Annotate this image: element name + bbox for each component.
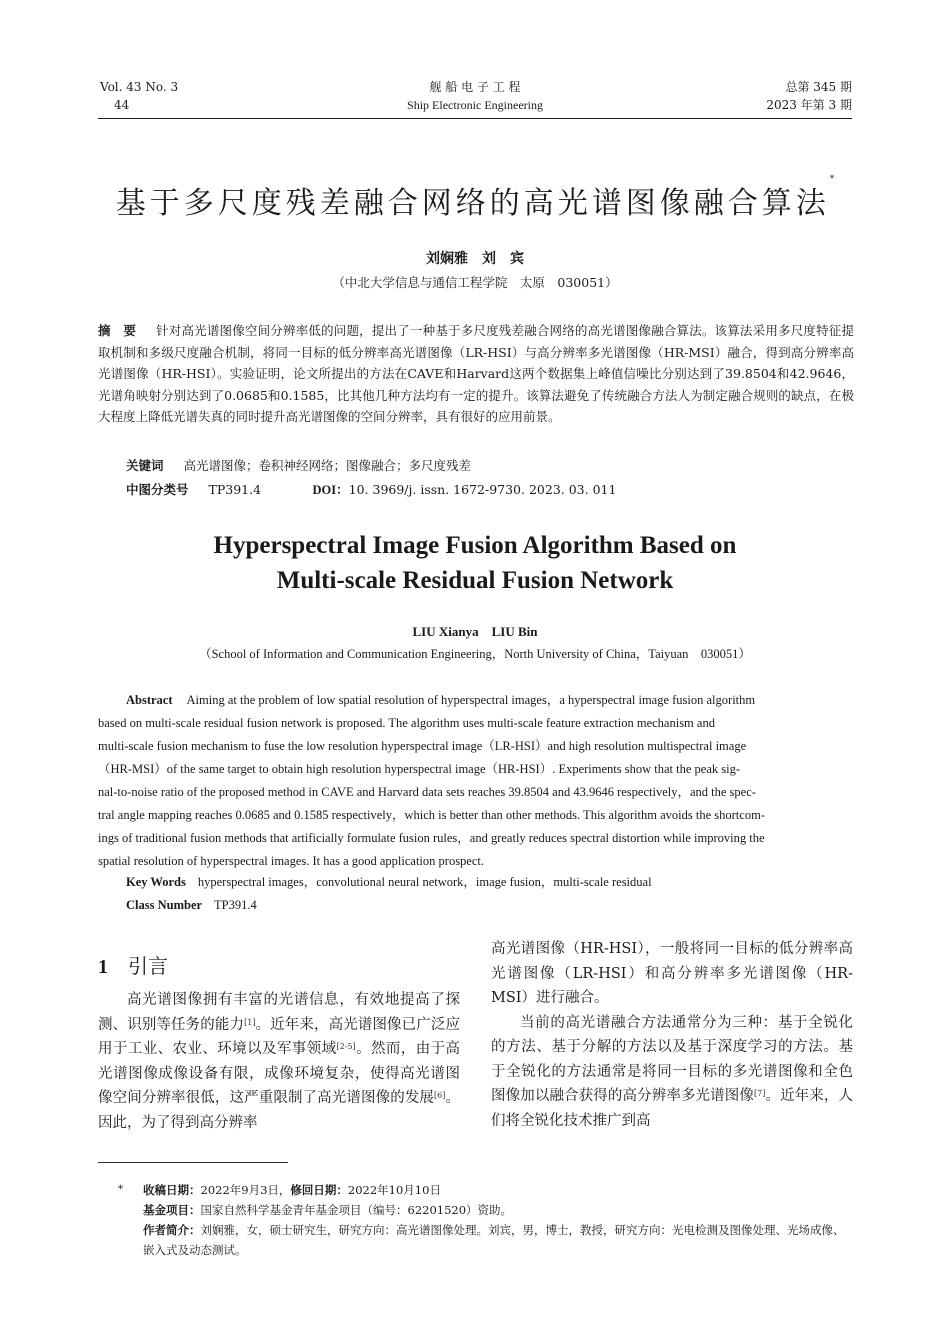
- citation[interactable]: [2-5]: [336, 1042, 356, 1051]
- classification-cn: [126, 480, 616, 500]
- journal-name-cn: 舰 船 电 子 工 程: [429, 80, 521, 94]
- abstract-en-line: based on multi-scale residual fusion network is proposed. The algorithm uses multi-scale feature extraction mechanism and: [98, 716, 715, 730]
- total-issue: 总第 345 期: [785, 80, 852, 94]
- citation[interactable]: [1]: [244, 1017, 256, 1027]
- issue-number: 2023 年第 3 期: [766, 98, 852, 112]
- header-rule: [98, 118, 852, 119]
- body-left-column: [98, 988, 460, 1135]
- abstract-en-label: Abstract: [126, 693, 173, 707]
- citation[interactable]: [6]: [434, 1091, 446, 1100]
- footnote-fund: 基金项目：国家自然科学基金青年基金项目（编号：62201520）资助。: [143, 1203, 513, 1217]
- abstract-cn-label: 摘 要: [98, 323, 137, 338]
- abstract-en-line: tral angle mapping reaches 0.0685 and 0.1585 respectively，which is better than other methods. This algorithm avoids the shortcom-: [98, 808, 765, 822]
- abstract-en-line: multi-scale fusion mechanism to fuse the low resolution hyperspectral image（LR-HSI）and high resolution multispectral image: [98, 739, 747, 753]
- classification-en: [126, 895, 257, 915]
- affiliation-cn: （中北大学信息与通信工程学院 太原 030051）: [332, 275, 618, 290]
- paragraph: 高光谱图像（HR-HSI），一般将同一目标的低分辨率高光谱图像（LR-HSI）和高分辨率多光谱图像（HR-MSI）进行融合。: [491, 941, 853, 1006]
- keywords-en-label: Key Words: [126, 875, 186, 889]
- abstract-en-line: （HR-MSI）of the same target to obtain high resolution hyperspectral image（HR-HSI）. Experiments show that the peak sig-: [98, 762, 741, 776]
- footnote-dates: 收稿日期：2022年9月3日，修回日期：2022年10月10日: [143, 1183, 441, 1197]
- footnote-author: 作者简介：刘娴雅，女，硕士研究生，研究方向：高光谱图像处理。刘宾，男，博士，教授，研究方向：光电检测及图像处理、光场成像、嵌入式及动态测试。: [143, 1223, 845, 1257]
- abstract-en-line: Abstract Aiming at the problem of low spatial resolution of hyperspectral images，a hyperspectral image fusion algorithm: [126, 693, 756, 707]
- paragraph: 高光谱图像拥有丰富的光谱信息，有效地提高了探测、识别等任务的能力[1]。近年来，高光谱图像已广泛应用于工业、农业、环境以及军事领域[2-5]。然而，由于高光谱图像成像设备有限，成像环境复杂，使得高光谱图像空间分辨率很低，这严重限制了高光谱图像的发展[6]。因此，为了得到高分辨率: [98, 992, 461, 1131]
- title-footnote-mark: *: [829, 174, 835, 184]
- section-title: 引言: [128, 954, 168, 978]
- class-en-value: TP391.4: [214, 898, 257, 912]
- keywords-en: [126, 872, 652, 892]
- authors-en: LIU Xianya LIU Bin: [412, 624, 538, 639]
- section-heading: [98, 950, 168, 979]
- paragraph: 当前的高光谱融合方法通常分为三种：基于全锐化的方法、基于分解的方法以及基于深度学习的方法。基于全锐化的方法通常是将同一目标的多光谱图像和全色图像加以融合获得的高分辨率多光谱图像[7]。近年来，人们将全锐化技术推广到高: [491, 1014, 854, 1129]
- authors-cn: 刘娴雅 刘 宾: [426, 251, 524, 267]
- footnote-mark: *: [118, 1184, 123, 1195]
- keywords-en-text: hyperspectral images，convolutional neural network，image fusion，multi-scale residual: [197, 875, 652, 889]
- doi-value: 10. 3969/j. issn. 1672-9730. 2023. 03. 011: [348, 482, 617, 497]
- journal-name-en: Ship Electronic Engineering: [407, 98, 543, 112]
- header-right: [766, 78, 852, 114]
- volume-info: Vol. 43 No. 3: [100, 80, 179, 94]
- class-cn-label: 中图分类号: [126, 482, 189, 497]
- class-cn-value: TP391.4: [208, 482, 262, 497]
- body-right-column: [491, 937, 853, 1133]
- abstract-en: [98, 689, 854, 873]
- title-en-line-2: Multi-scale Residual Fusion Network: [276, 567, 674, 594]
- page-number: 44: [114, 98, 130, 112]
- keywords-cn-label: 关键词: [126, 458, 164, 473]
- footnote-rule: [98, 1162, 288, 1163]
- abstract-en-line: ings of traditional fusion methods that artificially formulate fusion rules，and greatly reduces spectral distortion while improving the: [98, 831, 765, 845]
- abstract-cn: [98, 320, 854, 428]
- class-en-label: Class Number: [126, 898, 203, 912]
- affiliation-en: （School of Information and Communication Engineering，North University of China，Taiyuan 030051）: [199, 647, 751, 661]
- title-en-line-1: Hyperspectral Image Fusion Algorithm Based on: [213, 532, 737, 559]
- abstract-cn-text: 针对高光谱图像空间分辨率低的问题，提出了一种基于多尺度残差融合网络的高光谱图像融合算法。该算法采用多尺度特征提取机制和多级尺度融合机制，将同一目标的低分辨率高光谱图像（LR-HSI）与高分辨率多光谱图像（HR-MSI）融合，得到高分辨率高光谱图像（HR-HSI）。实验证明，论文所提出的方法在CAVE和Harvard这两个数据集上峰值信噪比分别达到了39.8504和42.9646，光谱角映射分别达到了0.0685和0.1585，比其他几种方法均有一定的提升。该算法避免了传统融合方法人为制定融合规则的缺点，在极大程度上降低光谱失真的同时提升高光谱图像的空间分辨率，具有很好的应用前景。: [98, 323, 854, 424]
- section-number: 1: [98, 956, 108, 978]
- doi-label: DOI：: [312, 483, 349, 497]
- footnote: [98, 1180, 854, 1260]
- paper-title-en: [0, 528, 950, 598]
- keywords-cn-text: 高光谱图像；卷积神经网络；图像融合；多尺度残差: [183, 458, 472, 473]
- abstract-en-line: spatial resolution of hyperspectral images. It has a good application prospect.: [98, 854, 484, 868]
- paper-title-cn: 基于多尺度残差融合网络的高光谱图像融合算法*: [115, 174, 835, 221]
- citation[interactable]: [7]: [754, 1089, 766, 1098]
- keywords-cn: [126, 456, 471, 476]
- abstract-en-line: nal-to-noise ratio of the proposed method in CAVE and Harvard data sets reaches 39.8504 and 43.9646 respectively，and the spec-: [98, 785, 756, 799]
